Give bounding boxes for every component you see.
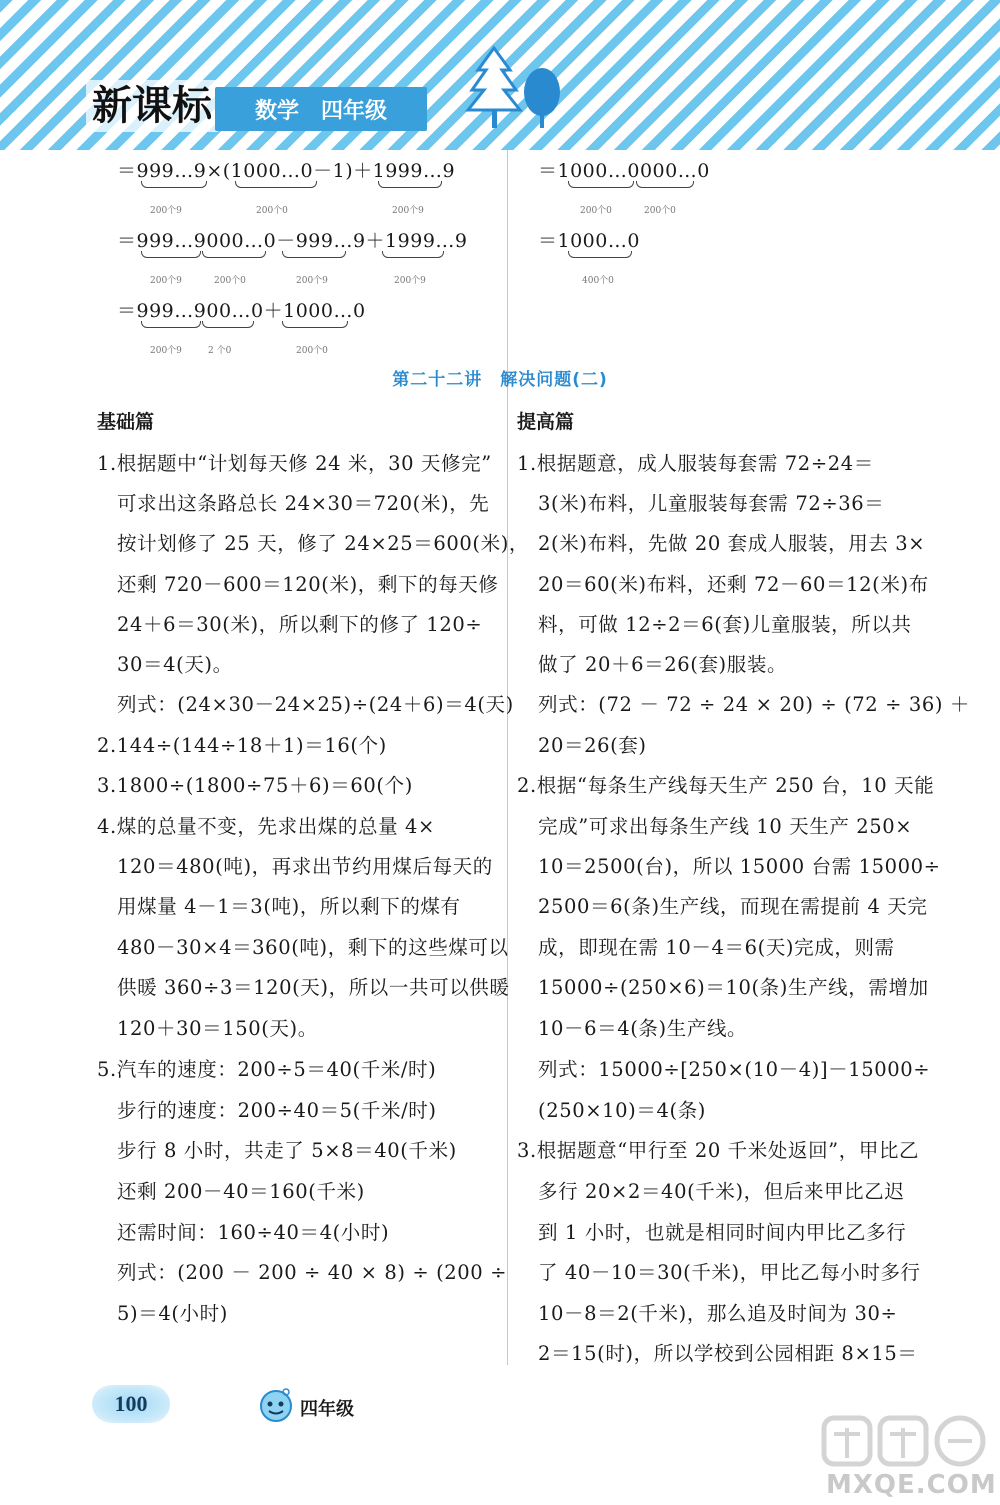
text-line: 到 1 小时，也就是相同时间内甲比乙多行 [538,1221,907,1244]
text-line: 10－6＝4(条)生产线。 [538,1017,748,1040]
underbrace [141,321,201,328]
text-line: 步行的速度：200÷40＝5(千米/时) [117,1099,437,1122]
text-line: 3.1800÷(1800÷75＋6)＝60(个) [97,774,413,797]
section-heading-advanced: 提高篇 [517,411,575,433]
digit-count-label: 200个9 [392,206,424,216]
text-line: 480－30×4＝360(吨)，剩下的这些煤可以 [117,936,509,959]
text-line: 15000÷(250×6)＝10(条)生产线，需增加 [538,976,929,999]
digit-count-label: 200个9 [150,276,182,286]
subject-label: 数学 [254,98,299,124]
digit-count-label: 200个0 [580,206,612,216]
text-line: 3(米)布料，儿童服装每套需 72÷36＝ [538,492,885,515]
text-line: 列式：(72 － 72 ÷ 24 × 20) ÷ (72 ÷ 36) ＋ [538,693,970,716]
underbrace [568,251,632,258]
text-line: 列式：15000÷[250×(10－4)]－15000÷ [538,1058,931,1081]
text-line: 还剩 720－600＝120(米)，剩下的每天修 [117,573,499,596]
text-line: 供暖 360÷3＝120(天)，所以一共可以供暖 [117,976,510,999]
equation-line: ＝999…9×(1000…0－1)＋1999…9 [117,160,456,182]
text-line: 1.根据题中“计划每天修 24 米，30 天修完” [97,452,492,475]
text-line: 可求出这条路总长 24×30＝720(米)，先 [117,492,490,515]
text-line: 10＝2500(台)，所以 15000 台需 15000÷ [538,855,941,878]
text-line: 2.144÷(144÷18＋1)＝16(个) [97,734,387,757]
grade-label: 四年级 [321,98,388,124]
text-line: 2.根据“每条生产线每天生产 250 台，10 天能 [517,774,935,797]
equation-line: ＝999…900…0＋1000…0 [117,300,366,322]
lecture-title: 第二十二讲 解决问题(二) [392,370,608,390]
text-line: 列式：(24×30－24×25)÷(24＋6)＝4(天) [117,693,514,716]
underbrace [378,181,442,188]
digit-count-label: 200个0 [296,346,328,356]
equation-line: ＝999…9000…0－999…9＋1999…9 [117,230,468,252]
underbrace [282,321,348,328]
column-divider [507,150,508,1365]
text-line: 还剩 200－40＝160(千米) [117,1180,365,1203]
underbrace [382,251,444,258]
text-line: 多行 20×2＝40(千米)，但后来甲比乙迟 [538,1180,905,1203]
text-line: 2500＝6(条)生产线，而现在需提前 4 天完 [538,895,928,918]
digit-count-label: 200个0 [644,206,676,216]
equation-line: ＝1000…0 [538,230,640,252]
text-line: 24＋6＝30(米)，所以剩下的修了 120÷ [117,613,483,636]
digit-count-label: 2 个0 [208,346,232,356]
text-line: 20＝26(套) [538,734,647,757]
tree-icon [458,40,568,130]
text-line: 2＝15(时)，所以学校到公园相距 8×15＝ [538,1342,918,1365]
page-number: 100 [92,1385,170,1423]
underbrace [202,321,254,328]
text-line: 20＝60(米)布料，还剩 72－60＝12(米)布 [538,573,929,596]
text-line: 列式：(200 － 200 ÷ 40 × 8) ÷ (200 ÷ [117,1261,508,1284]
subject-banner [215,87,427,131]
text-line: 4.煤的总量不变，先求出煤的总量 4× [97,815,435,838]
text-line: (250×10)＝4(条) [538,1099,707,1122]
underbrace [141,181,207,188]
digit-count-label: 200个9 [394,276,426,286]
text-line: 5)＝4(小时) [117,1302,228,1325]
text-line: 成，即现在需 10－4＝6(天)完成，则需 [538,936,895,959]
underbrace [141,251,201,258]
text-line: 1.根据题意，成人服装每套需 72÷24＝ [517,452,874,475]
text-line: 120＋30＝150(天)。 [117,1017,318,1040]
digit-count-label: 200个9 [150,206,182,216]
brand-title: 新课标 [86,80,218,132]
text-line: 2(米)布料，先做 20 套成人服装，用去 3× [538,532,926,555]
underbrace [568,181,634,188]
text-line: 10－8＝2(千米)，那么追及时间为 30÷ [538,1302,898,1325]
text-line: 步行 8 小时，共走了 5×8＝40(千米) [117,1139,457,1162]
underbrace [202,251,266,258]
watermark-url: MXQE.COM [826,1470,997,1500]
digit-count-label: 200个0 [256,206,288,216]
answer-watermark-logo [820,1410,990,1470]
text-line: 料，可做 12÷2＝6(套)儿童服装，所以共 [538,613,912,636]
digit-count-label: 200个9 [296,276,328,286]
text-line: 了 40－10＝30(千米)，甲比乙每小时多行 [538,1261,921,1284]
text-line: 120＝480(吨)，再求出节约用煤后每天的 [117,855,493,878]
page-header [0,0,1000,150]
digit-count-label: 400个0 [582,276,614,286]
text-line: 3.根据题意“甲行至 20 千米处返回”，甲比乙 [517,1139,920,1162]
underbrace [282,251,346,258]
text-line: 还需时间：160÷40＝4(小时) [117,1221,390,1244]
equation-line: ＝1000…0000…0 [538,160,710,182]
text-line: 完成”可求出每条生产线 10 天生产 250× [538,815,913,838]
text-line: 5.汽车的速度：200÷5＝40(千米/时) [97,1058,437,1081]
text-line: 用煤量 4－1＝3(吨)，所以剩下的煤有 [117,895,461,918]
underbrace [636,181,694,188]
text-line: 30＝4(天)。 [117,653,233,676]
footer-grade-label: 四年级 [300,1399,354,1420]
mascot-icon [256,1386,296,1422]
text-line: 按计划修了 25 天，修了 24×25＝600(米)， [117,532,530,555]
text-line: 做了 20＋6＝26(套)服装。 [538,653,788,676]
underbrace [235,181,317,188]
digit-count-label: 200个0 [214,276,246,286]
section-heading-basic: 基础篇 [97,411,155,433]
digit-count-label: 200个9 [150,346,182,356]
